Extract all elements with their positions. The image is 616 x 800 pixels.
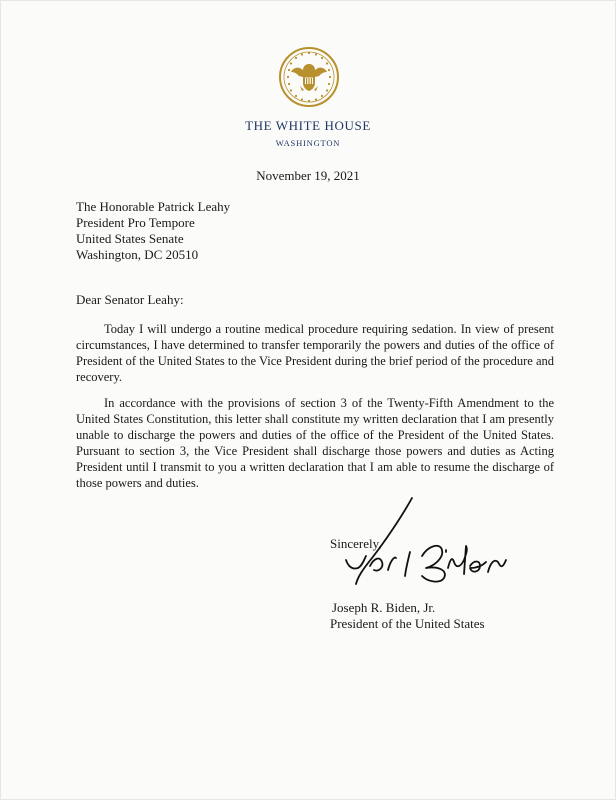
salutation: Dear Senator Leahy: — [76, 292, 184, 307]
recipient-line: The Honorable Patrick Leahy — [76, 199, 231, 214]
letterhead-subtitle: WASHINGTON — [275, 138, 341, 148]
handwritten-signature — [330, 496, 530, 606]
recipient-address — [76, 199, 230, 263]
presidential-seal-icon — [278, 46, 340, 108]
letter-date: November 19, 2021 — [256, 168, 360, 183]
signer-title: President of the United States — [330, 616, 485, 631]
signer-name: Joseph R. Biden, Jr. — [332, 600, 436, 615]
body-paragraph: Today I will undergo a routine medical procedure requiring sedation. In view of present circumstances, I have determined to transfer temporarily the powers and duties of the office of President of the United States to the Vice President during the brief period of the procedure and recovery. — [76, 322, 554, 384]
body-paragraph: In accordance with the provisions of section 3 of the Twenty-Fifth Amendment to the United States Constitution, this letter shall constitute my written declaration that I am presently unable to discharge the powers and duties of the office of the President of the United States. Pursuant to section 3, the Vice President shall discharge those powers and duties as Acting President until I transmit to you a written declaration that I am able to resume the discharge of those powers and duties. — [76, 396, 554, 490]
recipient-line: Washington, DC 20510 — [76, 247, 199, 262]
letterhead-title: THE WHITE HOUSE — [245, 118, 371, 133]
valediction: Sincerely, — [330, 536, 382, 551]
recipient-line: United States Senate — [76, 231, 184, 246]
recipient-line: President Pro Tempore — [76, 215, 195, 230]
